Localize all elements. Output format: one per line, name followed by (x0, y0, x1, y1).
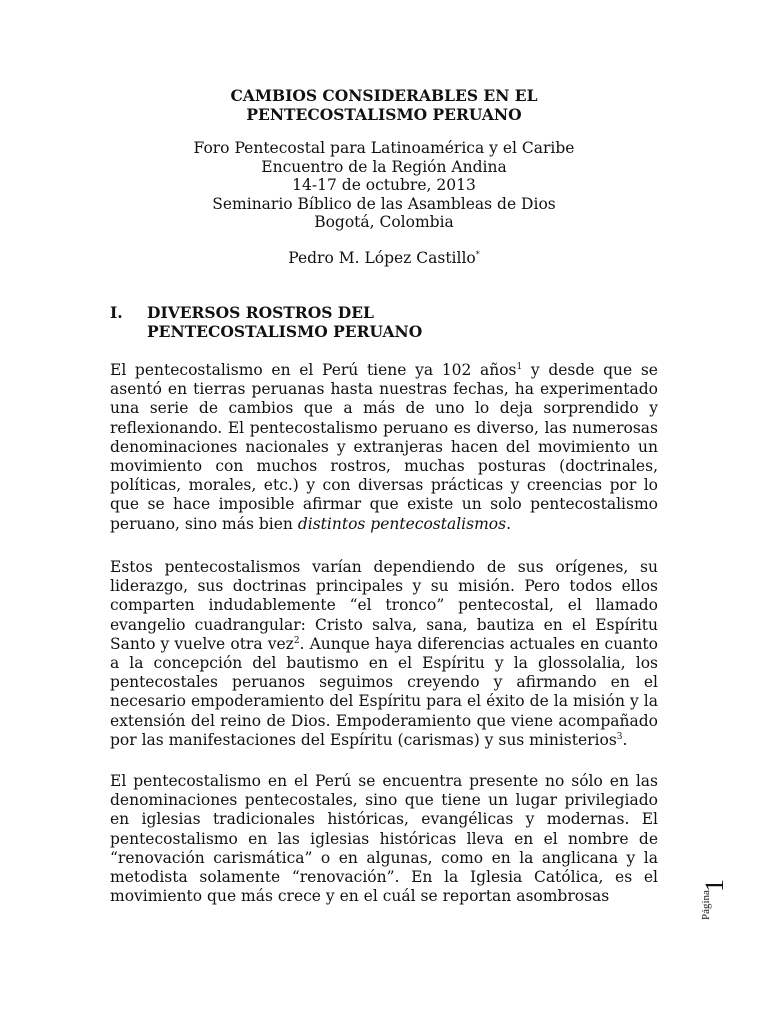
document-title (110, 86, 658, 124)
paragraph-1 (110, 361, 658, 534)
event-venue: Seminario Bíblico de las Asambleas de Dios (212, 194, 556, 213)
author-line (110, 248, 658, 268)
section-heading (110, 303, 658, 341)
section-number: I. (110, 303, 123, 322)
event-info (110, 139, 658, 232)
paragraph-2-text-b: . Aunque haya diferencias actuales en cuanto a la concepción del bautismo en el Espíritu y la glossolalia, los pentecostales peruanos seguimos creyendo y afirmando en el necesario empoderamiento del Espíritu para el éxito de la misión y la extensión del reino de Dios. Empoderamiento que viene acompañado por las manifestaciones del Espíritu (carismas) y sus ministerios (110, 634, 658, 749)
section-title-line-1: DIVERSOS ROSTROS DEL (147, 303, 374, 322)
paragraph-3: El pentecostalismo en el Perú se encuentra presente no sólo en las denominaciones pentecostales, sino que tiene un lugar privilegiado en iglesias tradicionales históricas, evangélicas y modernas. El pentecostalismo en las iglesias históricas lleva en el nombre de “renovación carismática” o en algunas, como en la anglicana y la metodista solamente “renovación”. En la Iglesia Católica, es el movimiento que más crece y en el cuál se reportan asombrosas (110, 772, 658, 906)
paragraph-2 (110, 558, 658, 750)
footnote-ref-2[interactable]: 2 (293, 635, 300, 646)
event-dates: 14-17 de octubre, 2013 (292, 176, 476, 195)
author-footnote-mark[interactable]: * (475, 249, 480, 259)
paragraph-1-emphasis: distintos pentecostalismos (297, 514, 507, 533)
footnote-ref-1[interactable]: 1 (516, 361, 523, 372)
event-forum: Foro Pentecostal para Latinoamérica y el Caribe (193, 139, 575, 157)
paragraph-2-text-a: Estos pentecostalismos varían dependiendo de sus orígenes, su liderazgo, sus doctrinas principales y su misión. Pero todos ellos comparten indudablemente “el tronco” pentecostal, el llamado evangelio cuadrangular: Cristo salva, sana, bautiza en el Espíritu Santo y vuelve otra vez (110, 558, 658, 653)
author-name: Pedro M. López Castillo (288, 249, 476, 267)
page-number: 1 (700, 879, 729, 892)
section-title-line-2: PENTECOSTALISMO PERUANO (147, 322, 423, 341)
title-line-2: PENTECOSTALISMO PERUANO (246, 105, 522, 124)
event-location: Bogotá, Colombia (314, 213, 454, 232)
page-label: Página (700, 890, 712, 920)
section-title (147, 303, 658, 341)
page-footer (696, 862, 732, 932)
title-line-1: CAMBIOS CONSIDERABLES EN EL (230, 86, 538, 105)
paragraph-1-text-b: y desde que se asentó en tierras peruanas hasta nuestras fechas, ha experimentado una serie de cambios que a más de uno lo deja sorprendido y reflexionando. El pentecostalismo peruano es diverso, las numerosas denominaciones nacionales y extranjeras hacen del movimiento un movimiento con muchos rostros, muchas posturas (doctrinales, políticas, morales, etc.) y con diversas prácticas y creencias por lo que se hace imposible afirmar que existe un solo pentecostalismo peruano, sino más bien (110, 361, 658, 533)
paragraph-1-end: . (506, 514, 511, 533)
footnote-ref-3[interactable]: 3 (616, 731, 623, 742)
paragraph-2-end: . (622, 730, 628, 749)
paragraph-1-text-a: El pentecostalismo en el Perú tiene ya 102 años (110, 361, 517, 379)
event-meeting: Encuentro de la Región Andina (261, 157, 507, 176)
